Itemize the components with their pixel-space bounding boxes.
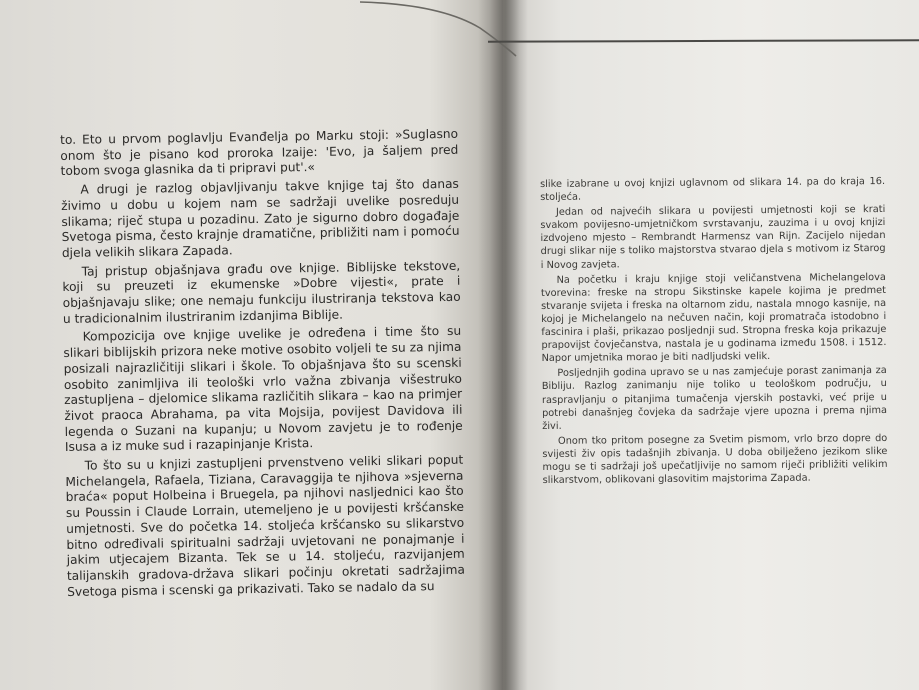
right-paragraph-3: Na početku i kraju knjige stoji veličanstvena Michelangelova tvorevina: freske na stropu Sikstinske kapele kojima je predmet stvaranje svijeta i freska na oltarnom zidu, nastala mnogo kasnije, na kojoj je Michelangelo na nečuven način, koji promatrača istodobno i fascinira i plaši, prikazao posljednji sud. Stropna freska koja prikazuje prapovijst čovječanstva, nastala je u godinama između 1508. i 1512. Napor umjetnika morao je biti nadljudski velik. — [540, 271, 887, 365]
right-paragraph-2: Jedan od najvećih slikara u povijesti umjetnosti koji se krati svakom povijesno-umjetničkom svrstavanju, zauzima i u ovoj knjizi izdvojeno mjesto – Rembrandt Harmensz van Rijn. Zacijelo nijedan drugi slikar nije s toliko majstorstva stvarao djela s motivom iz Starog i Novog zavjeta. — [540, 204, 886, 271]
left-paragraph-5: To što su u knjizi zastupljeni prvenstveno veliki slikari poput Michelangela, Rafaela, Tiziana, Caravaggija te njihova »sjeverna braća« poput Holbeina i Bruegela, pa njihovi nasljednici kao što su Poussin i Claude Lorrain, utemeljeno je u povijesti kršćanske umjetnosti. Sve do početka 14. stoljeća kršćansko su slikarstvo bitno određivali spiritualni sadržaji uvjetovani ne ponajmanje i jakim utjecajem Bizanta. Tek se u 14. stoljeću, razvijanjem talijanskih gradova-država slikari počinju okretati sadržajima Svetoga pisma i scenski ga prikazivati. Tako se nadalo da su — [65, 452, 466, 599]
page-edge-curve — [360, 0, 520, 60]
left-paragraph-1: to. Eto u prvom poglavlju Evanđelja po Marku stoji: »Suglasno onom što je pisano kod proroka Izaije: 'Evo, ja šaljem pred tobom svoga glasnika da ti pripravi put'.« — [60, 126, 459, 179]
right-paragraph-5: Onom tko pritom posegne za Svetim pismom, vrlo brzo dopre do svijesti živ opis tadašnjih zbivanja. U doba obilježeno jezikom slike mogu se ti sadržaji još upečatljivije no samom riječi približiti velikim slikarstvom, oblikovani glasovitim majstorima Zapada. — [542, 432, 888, 487]
right-page-text — [540, 175, 888, 489]
left-paragraph-4: Kompozicija ove knjige uvelike je određena i time što su slikari biblijskih prizora neke motive osobito voljeli te su za njima posizali najrazličitiji slikari i škole. To objašnjava što su scenski osobito zanimljiva ili teološki vrlo važna zbivanja višestruko zastupljena – djelomice slikama različitih slikara – kao na primjer život praoca Abrahama, pa vita Mojsija, povijest Davidova ili legenda o Suzani na kupanju; u Novom zavjetu je to rođenje Isusa a iz muke sud i razapinjanje Krista. — [63, 324, 463, 455]
left-paragraph-3: Taj pristup objašnjava građu ove knjige. Biblijske tekstove, koji su preuzeti iz ekumenske »Dobre vijesti«, prate i objašnjavaju slike; one nemaju funkciju ilustriranja tekstova kao u tradicionalnim ilustriranim izdanjima Biblije. — [62, 258, 461, 326]
left-paragraph-2: A drugi je razlog objavljivanju takve knjige taj što danas živimo u dobu u kojem nam se sadržaji uvelike posreduju slikama; riječ stupa u pozadinu. Zato je sigurno dobro događaje Svetoga pisma, često krajnje dramatične, približiti nam i pomoću djela velikih slikara Zapada. — [61, 176, 460, 260]
left-page-text — [60, 127, 465, 604]
book-gutter-shadow — [478, 0, 528, 690]
right-paragraph-4: Posljednjih godina upravo se u nas zamjećuje porast zanimanja za Bibliju. Razlog zanimanju nije toliko u teološkom području, u raspravljanju o pitanjima tumačenja vjerskih postavki, već prije u potrebi današnjeg čovjeka da sadržaje vjere upozna i prema njima živi. — [541, 365, 888, 432]
right-paragraph-1: slike izabrane u ovoj knjizi uglavnom od slikara 14. pa do kraja 16. stoljeća. — [540, 175, 886, 204]
